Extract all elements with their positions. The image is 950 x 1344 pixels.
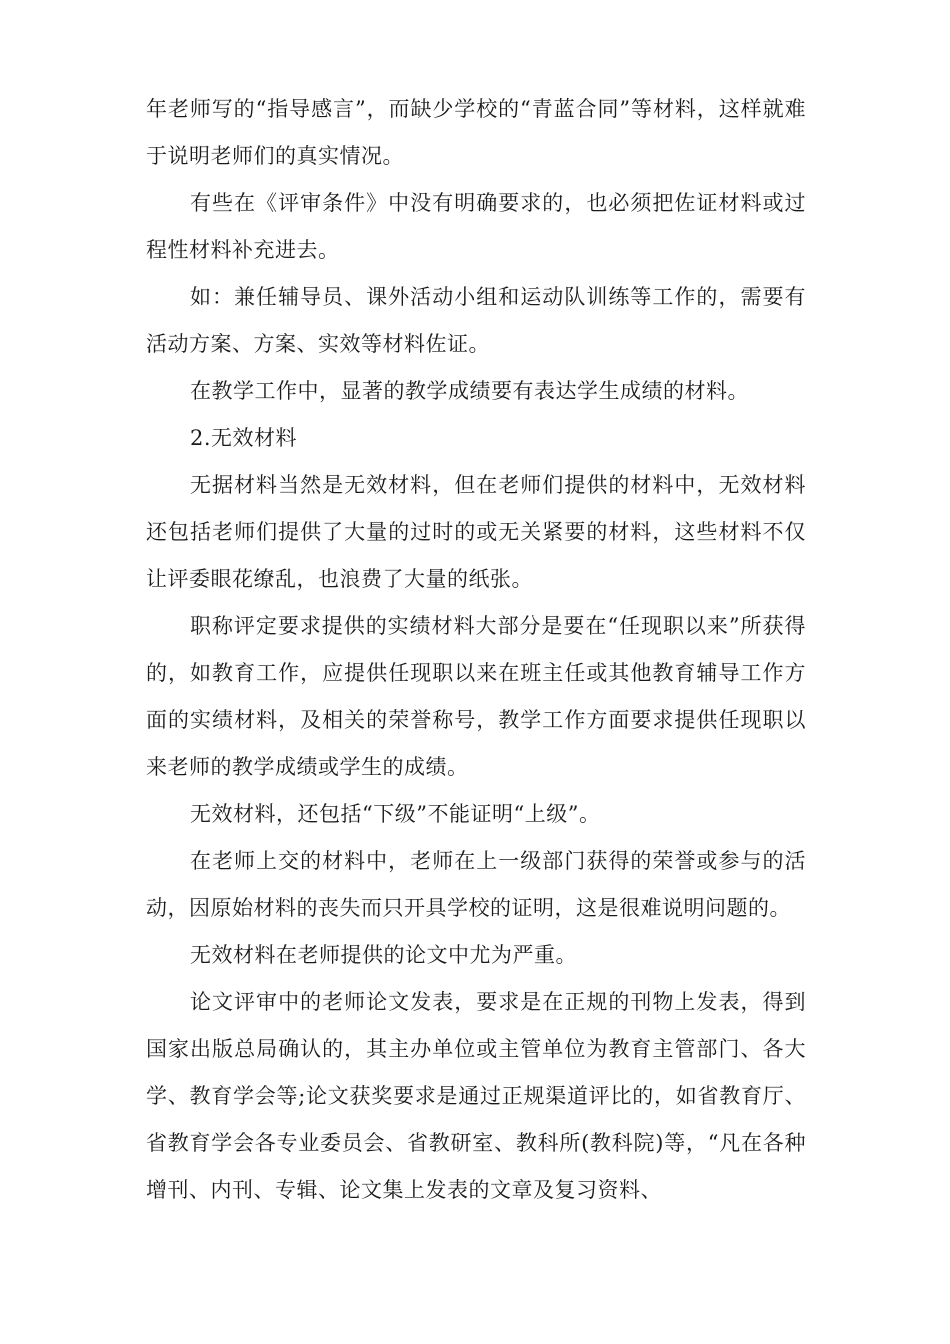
paragraph-10: 论文评审中的老师论文发表，要求是在正规的刊物上发表，得到国家出版总局确认的，其主办单位或主管单位为教育主管部门、各大学、教育学会等;论文获奖要求是通过正规渠道评比的，如省教育厅、省教育学会各专业委员会、省教研室、教科所(教科院)等，“凡在各种增刊、内刊、专辑、论文集上发表的文章及复习资料、	[146, 990, 806, 1202]
section-heading: 2.无效材料	[190, 426, 298, 450]
paragraph-7: 无效材料，还包括“下级”不能证明“上级”。	[190, 802, 601, 826]
paragraph-3: 如：兼任辅导员、课外活动小组和运动队训练等工作的，需要有活动方案、方案、实效等材料佐证。	[146, 285, 806, 356]
paragraph-6: 职称评定要求提供的实绩材料大部分是要在“任现职以来”所获得的，如教育工作，应提供任现职以来在班主任或其他教育辅导工作方面的实绩材料，及相关的荣誉称号，教学工作方面要求提供任现职以来老师的教学成绩或学生的成绩。	[146, 614, 806, 779]
paragraph-5: 无据材料当然是无效材料，但在老师们提供的材料中，无效材料还包括老师们提供了大量的过时的或无关紧要的材料，这些材料不仅让评委眼花缭乱，也浪费了大量的纸张。	[146, 473, 806, 591]
paragraph-8: 在老师上交的材料中，老师在上一级部门获得的荣誉或参与的活动，因原始材料的丧失而只开具学校的证明，这是很难说明问题的。	[146, 849, 806, 920]
document-body	[146, 86, 806, 1214]
paragraph-2: 有些在《评审条件》中没有明确要求的，也必须把佐证材料或过程性材料补充进去。	[146, 191, 806, 262]
paragraph-4: 在教学工作中，显著的教学成绩要有表达学生成绩的材料。	[190, 379, 749, 403]
paragraph-1: 年老师写的“指导感言”，而缺少学校的“青蓝合同”等材料，这样就难于说明老师们的真实情况。	[146, 97, 806, 168]
paragraph-9: 无效材料在老师提供的论文中尤为严重。	[190, 943, 577, 967]
